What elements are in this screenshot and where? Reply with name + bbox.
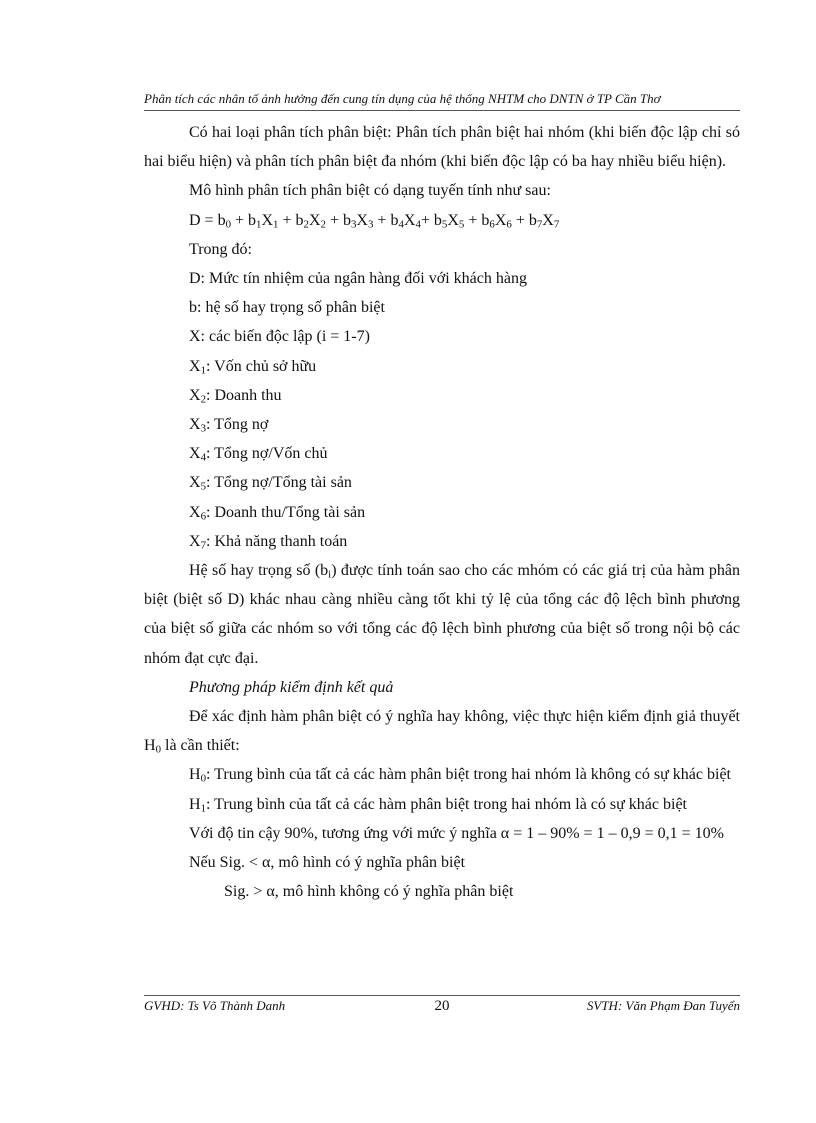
var-symbol: X: [189, 532, 201, 550]
hypothesis-h0: [144, 760, 740, 789]
var-desc: : Tổng nợ/Vốn chủ: [206, 445, 328, 463]
formula-var: X: [403, 211, 416, 229]
h0-sub: 0: [200, 773, 206, 786]
formula-sub: 4: [415, 218, 421, 231]
var-symbol: X: [189, 503, 201, 521]
h0-text: : Trung bình của tất cả các hàm phân biệt trong hai nhóm là không có sự khác biệt: [206, 766, 731, 784]
def-x: X: các biến độc lập (i = 1-7): [189, 328, 370, 346]
formula-op: + b: [420, 211, 442, 229]
decision-rule-2: Sig. > α, mô hình không có ý nghĩa phân biệt: [224, 883, 514, 901]
variable-item: [144, 439, 740, 468]
formula-op: + b: [464, 211, 490, 229]
test-text-a: Để xác định hàm phân biệt có ý nghĩa hay không, việc thực hiện kiểm định giả thuyết H: [144, 708, 740, 755]
page-body: [144, 118, 740, 906]
coefficient-paragraph: [144, 556, 740, 673]
formula-sub: 1: [256, 218, 262, 231]
var-symbol: X: [189, 474, 201, 492]
test-paragraph: [144, 702, 740, 760]
formula-sub: 5: [441, 218, 448, 231]
formula-var: X: [542, 211, 554, 229]
var-desc: : Tổng nợ/Tổng tài sản: [206, 474, 352, 492]
formula-sub: 5: [458, 218, 465, 231]
formula-sub: 6: [506, 218, 512, 231]
coef-sub: i: [328, 568, 332, 581]
formula-var: X: [308, 211, 321, 229]
var-sub: 4: [200, 451, 206, 464]
formula-sub: 2: [320, 218, 326, 231]
var-symbol: X: [189, 357, 201, 375]
formula-var: X: [261, 211, 274, 229]
h1-text: : Trung bình của tất cả các hàm phân biệt trong hai nhóm là có sự khác biệt: [206, 795, 687, 813]
formula-sub: 3: [350, 218, 357, 231]
var-sub: 3: [200, 422, 206, 435]
variable-item: [144, 468, 740, 497]
var-desc: : Vốn chủ sở hữu: [206, 357, 317, 375]
h1-sub: 1: [200, 802, 206, 815]
running-header: Phân tích các nhân tố ảnh hưởng đến cung tín dụng của hệ thống NHTM cho DNTN ở TP Cần Thơ: [144, 91, 740, 111]
formula-sub: 1: [273, 218, 279, 231]
decision-rule-1: Nếu Sig. < α, mô hình có ý nghĩa phân biệt: [189, 854, 466, 872]
var-sub: 5: [200, 481, 206, 494]
variable-item: [144, 381, 740, 410]
var-desc: : Khả năng thanh toán: [206, 532, 348, 550]
formula: [144, 206, 740, 235]
formula-var: X: [356, 211, 368, 229]
var-desc: : Tổng nợ: [206, 416, 269, 434]
coef-text-b: ) được tính toán sao cho các mhóm có các giá trị của hàm phân biệt (biệt số D) khác nhau càng nhiều càng tốt khi tỷ lệ của tổng các độ lệch bình phương của biệt số giữa các nhóm so với tổng các độ lệch bình phương của biệt số trong nội bộ các nhóm đạt cực đại.: [144, 562, 740, 667]
confidence-paragraph: Với độ tin cậy 90%, tương ứng với mức ý nghĩa α = 1 – 90% = 1 – 0,9 = 0,1 = 10%: [189, 824, 724, 842]
var-sub: 7: [200, 539, 206, 552]
formula-op: + b: [511, 211, 537, 229]
test-sub: 0: [155, 743, 161, 756]
footer-student: SVTH: Văn Phạm Đan Tuyển: [586, 998, 740, 1013]
hypothesis-h1: [144, 790, 740, 819]
h0-symbol: H: [189, 766, 201, 784]
var-sub: 2: [200, 393, 206, 406]
formula-sub: 7: [553, 218, 560, 231]
formula-var: X: [494, 211, 507, 229]
def-b: b: hệ số hay trọng số phân biệt: [189, 299, 385, 317]
formula-lhs: D = b: [189, 211, 226, 229]
model-intro: Mô hình phân tích phân biệt có dạng tuyến tính như sau:: [189, 182, 551, 200]
variable-item: [144, 527, 740, 556]
var-symbol: X: [189, 445, 201, 463]
formula-op: + b: [325, 211, 351, 229]
var-desc: : Doanh thu: [206, 386, 282, 404]
footer-advisor: GVHD: Ts Võ Thành Danh: [144, 998, 286, 1013]
formula-sub: 2: [303, 218, 309, 231]
page-footer: [144, 995, 740, 1015]
var-desc: : Doanh thu/Tổng tài sản: [206, 503, 366, 521]
var-symbol: X: [189, 416, 201, 434]
page-number: 20: [434, 998, 450, 1014]
variable-item: [144, 352, 740, 381]
formula-sub: 7: [536, 218, 543, 231]
where-label: Trong đó:: [189, 240, 252, 258]
intro-paragraph: Có hai loại phân tích phân biệt: Phân tích phân biệt hai nhóm (khi biến độc lập chỉ só hai biểu hiện) và phân tích phân biệt đa nhóm (khi biến độc lập có ba hay nhiều biểu hiện).: [144, 124, 740, 171]
formula-sub: 3: [367, 218, 374, 231]
formula-sub: 6: [489, 218, 495, 231]
variable-item: [144, 498, 740, 527]
def-d: D: Mức tín nhiệm của ngân hàng đối với khách hàng: [189, 270, 527, 288]
var-sub: 6: [200, 510, 206, 523]
var-sub: 1: [200, 364, 206, 377]
var-symbol: X: [189, 386, 201, 404]
variable-item: [144, 410, 740, 439]
formula-op: + b: [373, 211, 399, 229]
h1-symbol: H: [189, 795, 201, 813]
formula-op: + b: [231, 211, 257, 229]
formula-sub: 4: [398, 218, 404, 231]
coef-text-a: Hệ số hay trọng số (b: [189, 562, 329, 580]
formula-var: X: [447, 211, 459, 229]
formula-op: + b: [278, 211, 304, 229]
section-heading: Phương pháp kiểm định kết quả: [189, 678, 394, 696]
test-text-b: là cần thiết:: [161, 737, 240, 755]
formula-sub: 0: [225, 218, 232, 231]
